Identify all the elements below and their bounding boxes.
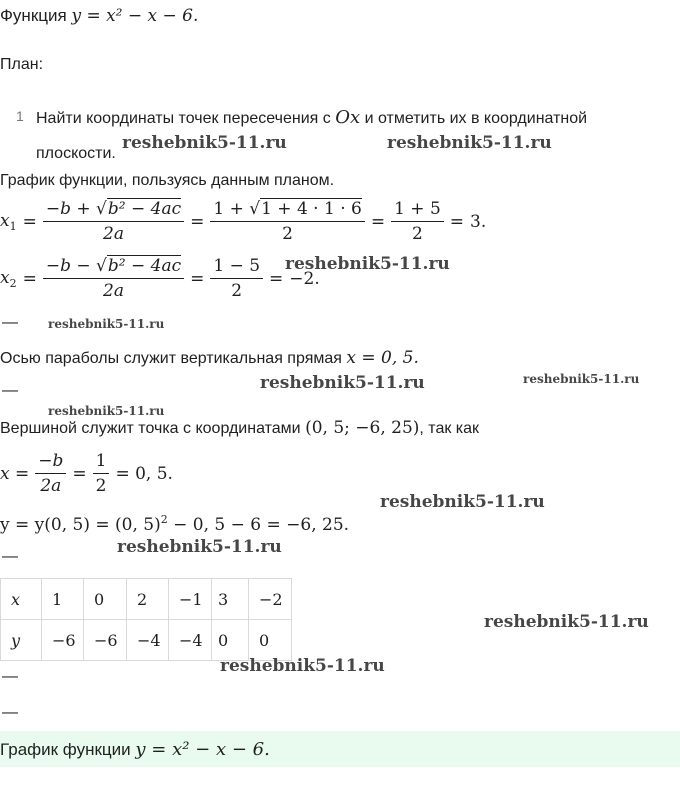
x2-frac2-num: 1 − 5 [210,256,263,279]
vertex-x-frac2-num: 1 [93,451,110,474]
x1-result: 3. [470,211,487,232]
vertex-line-text: Вершиной служит точка с координатами [0,420,301,437]
vertex-y-sup: 2 [160,513,168,526]
table-row [1,620,292,661]
x1-frac2-den: 2 [282,224,293,244]
vertex-y-equation [0,513,349,535]
x2-var: x [0,267,10,288]
x2-equation: $x_2$ = $\frac{\text{−b − √b² − 4ac}}{2a}$ = $\frac{1 - 5}{2}$ = −2. [0,256,320,301]
x1-frac2-num-a: 1 + [213,199,244,219]
vertex-x-fraction-1 [35,451,66,496]
x2-frac2-den: 2 [231,281,243,301]
watermark: reshebnik5-11.ru [117,537,282,557]
graph-plan-line: График функции, пользуясь данным планом. [0,172,335,189]
function-formula: y = x² − x − 6. [71,6,199,26]
axis-line-formula: x = 0, 5. [346,348,419,368]
x1-frac3-num: 1 + 5 [391,199,444,222]
vertex-x-equation: x = $\frac{-b}{2a}$ = $\frac{1}{2}$ = 0, 5. [0,451,173,496]
x2-fraction-2 [210,256,263,301]
table-cell: −4 [169,620,212,661]
table-cell: x [1,579,42,620]
watermark: reshebnik5-11.ru [523,372,640,386]
watermark: reshebnik5-11.ru [387,133,552,153]
vertex-y-formula-b: − 0, 5 − 6 = −6, 25. [167,515,350,535]
final-line [0,739,270,760]
watermark: reshebnik5-11.ru [484,612,649,632]
watermark: reshebnik5-11.ru [380,492,545,512]
x1-equation: $x_1$ = $\frac{\text{−b + √b² − 4ac}}{2a}$ = $\frac{1 + √1 + 4 \cdot 1 \cdot 6}{2}$ = $\frac{1 + 5}{2}$ = 3. [0,199,487,244]
table-cell: 2 [127,579,169,620]
plan-item-number: 1 [16,108,24,124]
vertex-x-fraction-2 [93,451,110,496]
final-line-text: График функции [0,740,131,759]
function-heading-text: Функция [0,6,67,25]
x2-frac1-num-sqrt: b² − 4ac [107,256,182,276]
x1-var: x [0,210,10,231]
watermark: reshebnik5-11.ru [260,373,425,393]
x2-result: −2. [289,268,320,289]
separator-dash-1: — [2,314,18,331]
watermark: reshebnik5-11.ru [220,656,385,676]
x1-fraction-1: $\frac{\text{−b + √b² − 4ac}}{2a}$ [43,199,184,244]
plan-item-line2: плоскости. [36,145,116,162]
table-cell: −4 [127,620,169,661]
watermark: reshebnik5-11.ru [285,254,450,274]
vertex-line-formula: (0, 5; −6, 25) [305,418,420,438]
plan-label: План: [0,56,44,73]
watermark: reshebnik5-11.ru [48,404,165,418]
table-cell: 0 [212,620,249,661]
x2-frac1-den: 2a [103,281,124,301]
separator-dash-2: — [2,382,18,399]
table-cell: y [1,620,42,661]
table-cell: 0 [249,620,292,661]
plan-item-axis: Ox [335,107,361,128]
x1-frac3-den: 2 [412,224,423,244]
x1-fraction-3 [391,199,444,244]
x1-frac1-den: 2a [103,224,124,244]
axis-line-text: Осью параболы служит вертикальная прямая [0,350,342,367]
table-cell: −6 [42,620,84,661]
plan-item-text-after: и отметить их в координатной [364,110,588,127]
plan-item-line1 [36,107,587,128]
separator-dash-5: — [2,704,18,721]
vertex-x-frac1-num: −b [35,451,66,474]
table-cell: 3 [212,579,249,620]
separator-dash-4: — [2,668,18,685]
table-cell: 1 [42,579,84,620]
plan-item-text-before: Найти координаты точек пересечения с [36,110,331,127]
x2-fraction-1: $\frac{\text{−b − √b² − 4ac}}{2a}$ [43,256,184,301]
x2-frac1-num-a: −b − [45,256,91,276]
separator-dash-3: — [2,548,18,565]
vertex-y-formula-a: y = y(0, 5) = (0, 5) [0,515,161,535]
final-line-formula: y = x² − x − 6. [135,739,270,760]
x1-frac2-num-sqrt: 1 + 4 · 1 · 6 [261,199,362,219]
table-cell: −1 [169,579,212,620]
vertex-line-text-after: , так как [419,420,480,437]
vertex-line [0,418,479,438]
x2-sub: 2 [9,276,17,290]
table-cell: 0 [84,579,127,620]
table-row [1,579,292,620]
function-heading [0,6,198,26]
values-table [0,578,292,661]
table-cell: −6 [84,620,127,661]
watermark: reshebnik5-11.ru [122,133,287,153]
x1-fraction-2: $\frac{1 + √1 + 4 \cdot 1 \cdot 6}{2}$ [210,199,364,244]
watermark: reshebnik5-11.ru [48,317,165,331]
vertex-x-frac1-den: 2a [40,476,62,496]
table-cell: −2 [249,579,292,620]
axis-line [0,348,419,368]
vertex-x-lhs: x = [0,463,30,484]
vertex-x-frac2-den: 2 [95,476,107,496]
x1-frac1-num-a: −b + [45,199,91,219]
x1-sub: 1 [9,219,17,233]
x1-frac1-num-sqrt: b² − 4ac [107,199,182,219]
vertex-x-result: = 0, 5. [115,463,173,484]
